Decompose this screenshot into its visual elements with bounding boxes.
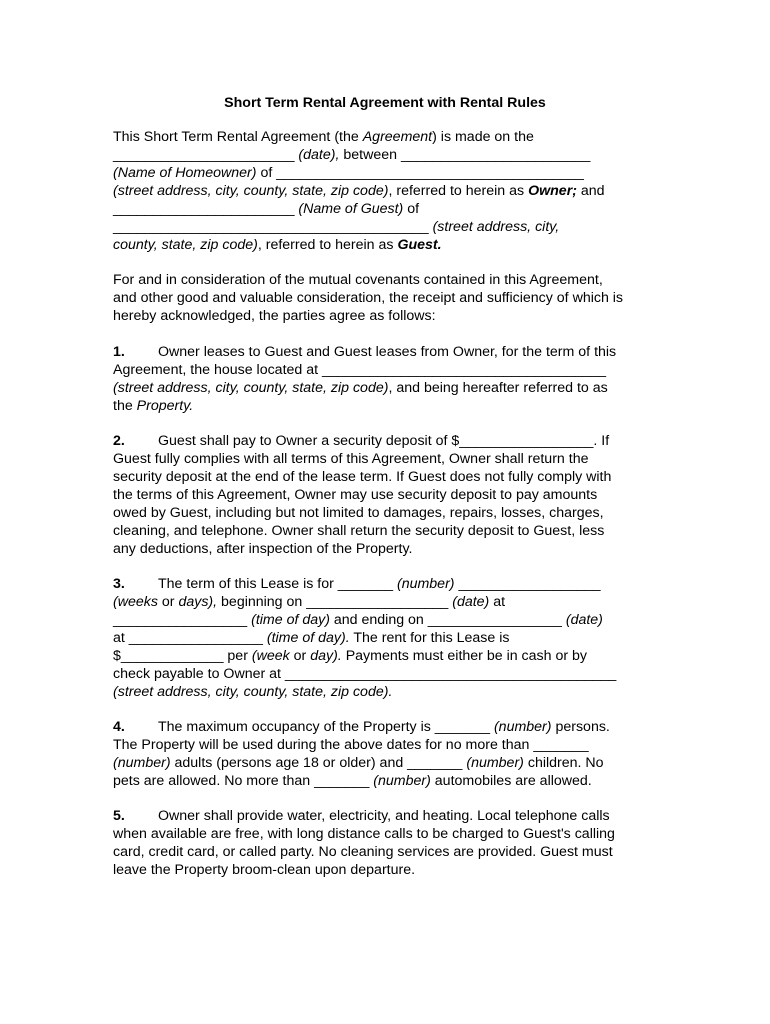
text-line: [113, 200, 661, 218]
text-run: , referred to herein as: [257, 237, 398, 253]
text-line: [113, 164, 661, 182]
text-run: The Property will be used during the above dates for no more than _______: [113, 737, 589, 753]
text-run: (street address, city, county, state, zip code): [113, 380, 389, 396]
text-line: [113, 807, 661, 825]
text-line: [113, 647, 661, 665]
text-run: (street address, city,: [432, 219, 560, 235]
text-run: Guest fully complies with all terms of this Agreement, Owner shall return the: [113, 451, 589, 467]
section-number: 3.: [113, 576, 125, 592]
text-run: Owner leases to Guest and Guest leases from Owner, for the term of this: [158, 344, 617, 360]
text-run: and ending on _________________: [329, 612, 566, 628]
text-run: ) is made on the: [432, 129, 534, 145]
text-line: [113, 397, 661, 415]
text-line: [113, 522, 661, 540]
text-run: __________________: [454, 576, 601, 592]
text-run: _______________________: [113, 147, 299, 163]
section-1: [113, 343, 661, 415]
text-run: Property.: [136, 398, 194, 414]
text-run: (number): [113, 755, 171, 771]
text-run: Owner shall provide water, electricity, and heating. Local telephone calls: [158, 808, 610, 824]
text-run: (time of day).: [266, 630, 350, 646]
section-2: [113, 432, 661, 558]
text-line: [113, 146, 661, 164]
text-line: [113, 611, 661, 629]
text-line: [113, 468, 661, 486]
text-run: (Name of Guest): [298, 201, 404, 217]
text-run: (date): [452, 594, 490, 610]
text-run: children. No: [523, 755, 604, 771]
text-line: [113, 736, 661, 754]
text-run: (number): [373, 773, 431, 789]
section-number: 1.: [113, 344, 125, 360]
text-run: Guest.: [397, 237, 442, 253]
text-run: or: [161, 594, 175, 610]
consideration-paragraph: [113, 271, 661, 325]
text-run: any deductions, after inspection of the Property.: [113, 541, 413, 557]
text-run: persons.: [551, 719, 610, 735]
text-run: the terms of this Agreement, Owner may use security deposit to pay amounts: [113, 487, 598, 503]
text-line: [113, 236, 661, 254]
text-run: (date): [565, 612, 603, 628]
text-run: Agreement, the house located at ____________________________________: [113, 362, 607, 378]
text-line: [113, 683, 661, 701]
text-line: [113, 450, 661, 468]
text-line: [113, 754, 661, 772]
text-run: Payments must either be in cash or by: [341, 648, 588, 664]
text-run: adults (persons age 18 or older) and _______: [170, 755, 467, 771]
text-run: (date),: [298, 147, 340, 163]
text-run: at: [489, 594, 506, 610]
text-run: the: [113, 398, 137, 414]
text-run: of: [403, 201, 420, 217]
text-line: [113, 182, 661, 200]
text-run: (time of day): [251, 612, 330, 628]
section-5: [113, 807, 661, 879]
text-line: [113, 432, 661, 450]
text-run: when available are free, with long distance calls to be charged to Guest's calling: [113, 826, 615, 842]
text-run: card, credit card, or called party. No cleaning services are provided. Guest must: [113, 844, 613, 860]
text-run: security deposit at the end of the lease term. If Guest does not fully comply with: [113, 469, 612, 485]
text-run: , and being hereafter referred to as: [388, 380, 608, 396]
text-run: days),: [174, 594, 218, 610]
text-run: pets are allowed. No more than _______: [113, 773, 374, 789]
text-run: The rent for this Lease is: [349, 630, 510, 646]
text-line: [113, 271, 661, 289]
text-line: [113, 843, 661, 861]
text-line: [113, 361, 661, 379]
section-number: 2.: [113, 433, 125, 449]
text-line: [113, 718, 661, 736]
text-run: at _________________: [113, 630, 267, 646]
text-line: [113, 861, 661, 879]
text-run: (weeks: [113, 594, 162, 610]
text-line: [113, 575, 661, 593]
text-run: of _______________________________________: [256, 165, 584, 181]
section-3: [113, 575, 661, 701]
text-run: (week: [251, 648, 294, 664]
text-run: (street address, city, county, state, zip code).: [113, 684, 393, 700]
text-run: and other good and valuable consideration, the receipt and sufficiency of which is: [113, 290, 624, 306]
text-run: automobiles are allowed.: [430, 773, 592, 789]
text-line: [113, 540, 661, 558]
text-run: hereby acknowledged, the parties agree as follows:: [113, 308, 436, 324]
text-run: _________________: [113, 612, 252, 628]
text-run: leave the Property broom-clean upon departure.: [113, 862, 416, 878]
text-run: The term of this Lease is for _______: [158, 576, 397, 592]
text-run: For and in consideration of the mutual covenants contained in this Agreement,: [113, 272, 603, 288]
text-run: between ________________________: [339, 147, 591, 163]
text-line: [113, 665, 661, 683]
text-run: check payable to Owner at __________________________________________: [113, 666, 617, 682]
text-line: [113, 504, 661, 522]
text-run: (number): [466, 755, 524, 771]
text-run: (number): [396, 576, 455, 592]
section-number: 4.: [113, 719, 125, 735]
text-run: Owner;: [528, 183, 577, 199]
text-run: The maximum occupancy of the Property is _______: [158, 719, 494, 735]
intro-paragraph: [113, 128, 661, 254]
text-line: [113, 307, 661, 325]
document-title: Short Term Rental Agreement with Rental Rules: [224, 95, 546, 111]
text-line: [113, 629, 661, 647]
text-line: [113, 486, 661, 504]
text-run: day).: [306, 648, 342, 664]
section-number: 5.: [113, 808, 125, 824]
text-run: cleaning, and telephone. Owner shall return the security deposit to Guest, less: [113, 523, 605, 539]
text-run: (number): [493, 719, 552, 735]
text-line: [113, 343, 661, 361]
text-run: beginning on __________________: [217, 594, 453, 610]
text-line: [113, 593, 661, 611]
text-run: county, state, zip code): [113, 237, 258, 253]
text-run: Guest shall pay to Owner a security deposit of $_________________. If: [158, 433, 610, 449]
text-run: owed by Guest, including but not limited to damages, repairs, losses, charges,: [113, 505, 604, 521]
text-line: [113, 218, 661, 236]
text-run: and: [576, 183, 605, 199]
text-run: (street address, city, county, state, zip code): [113, 183, 389, 199]
text-line: [113, 825, 661, 843]
text-run: $_____________ per: [113, 648, 252, 664]
text-run: This Short Term Rental Agreement (the: [113, 129, 363, 145]
text-line: [113, 379, 661, 397]
text-run: _______________________: [113, 201, 299, 217]
text-run: (Name of Homeowner): [113, 165, 257, 181]
text-run: Agreement: [362, 129, 433, 145]
text-run: , referred to herein as: [388, 183, 529, 199]
text-run: ________________________________________: [113, 219, 433, 235]
text-run: or: [293, 648, 307, 664]
text-line: [113, 289, 661, 307]
text-line: [113, 772, 661, 790]
text-line: [113, 128, 661, 146]
section-4: [113, 718, 661, 790]
